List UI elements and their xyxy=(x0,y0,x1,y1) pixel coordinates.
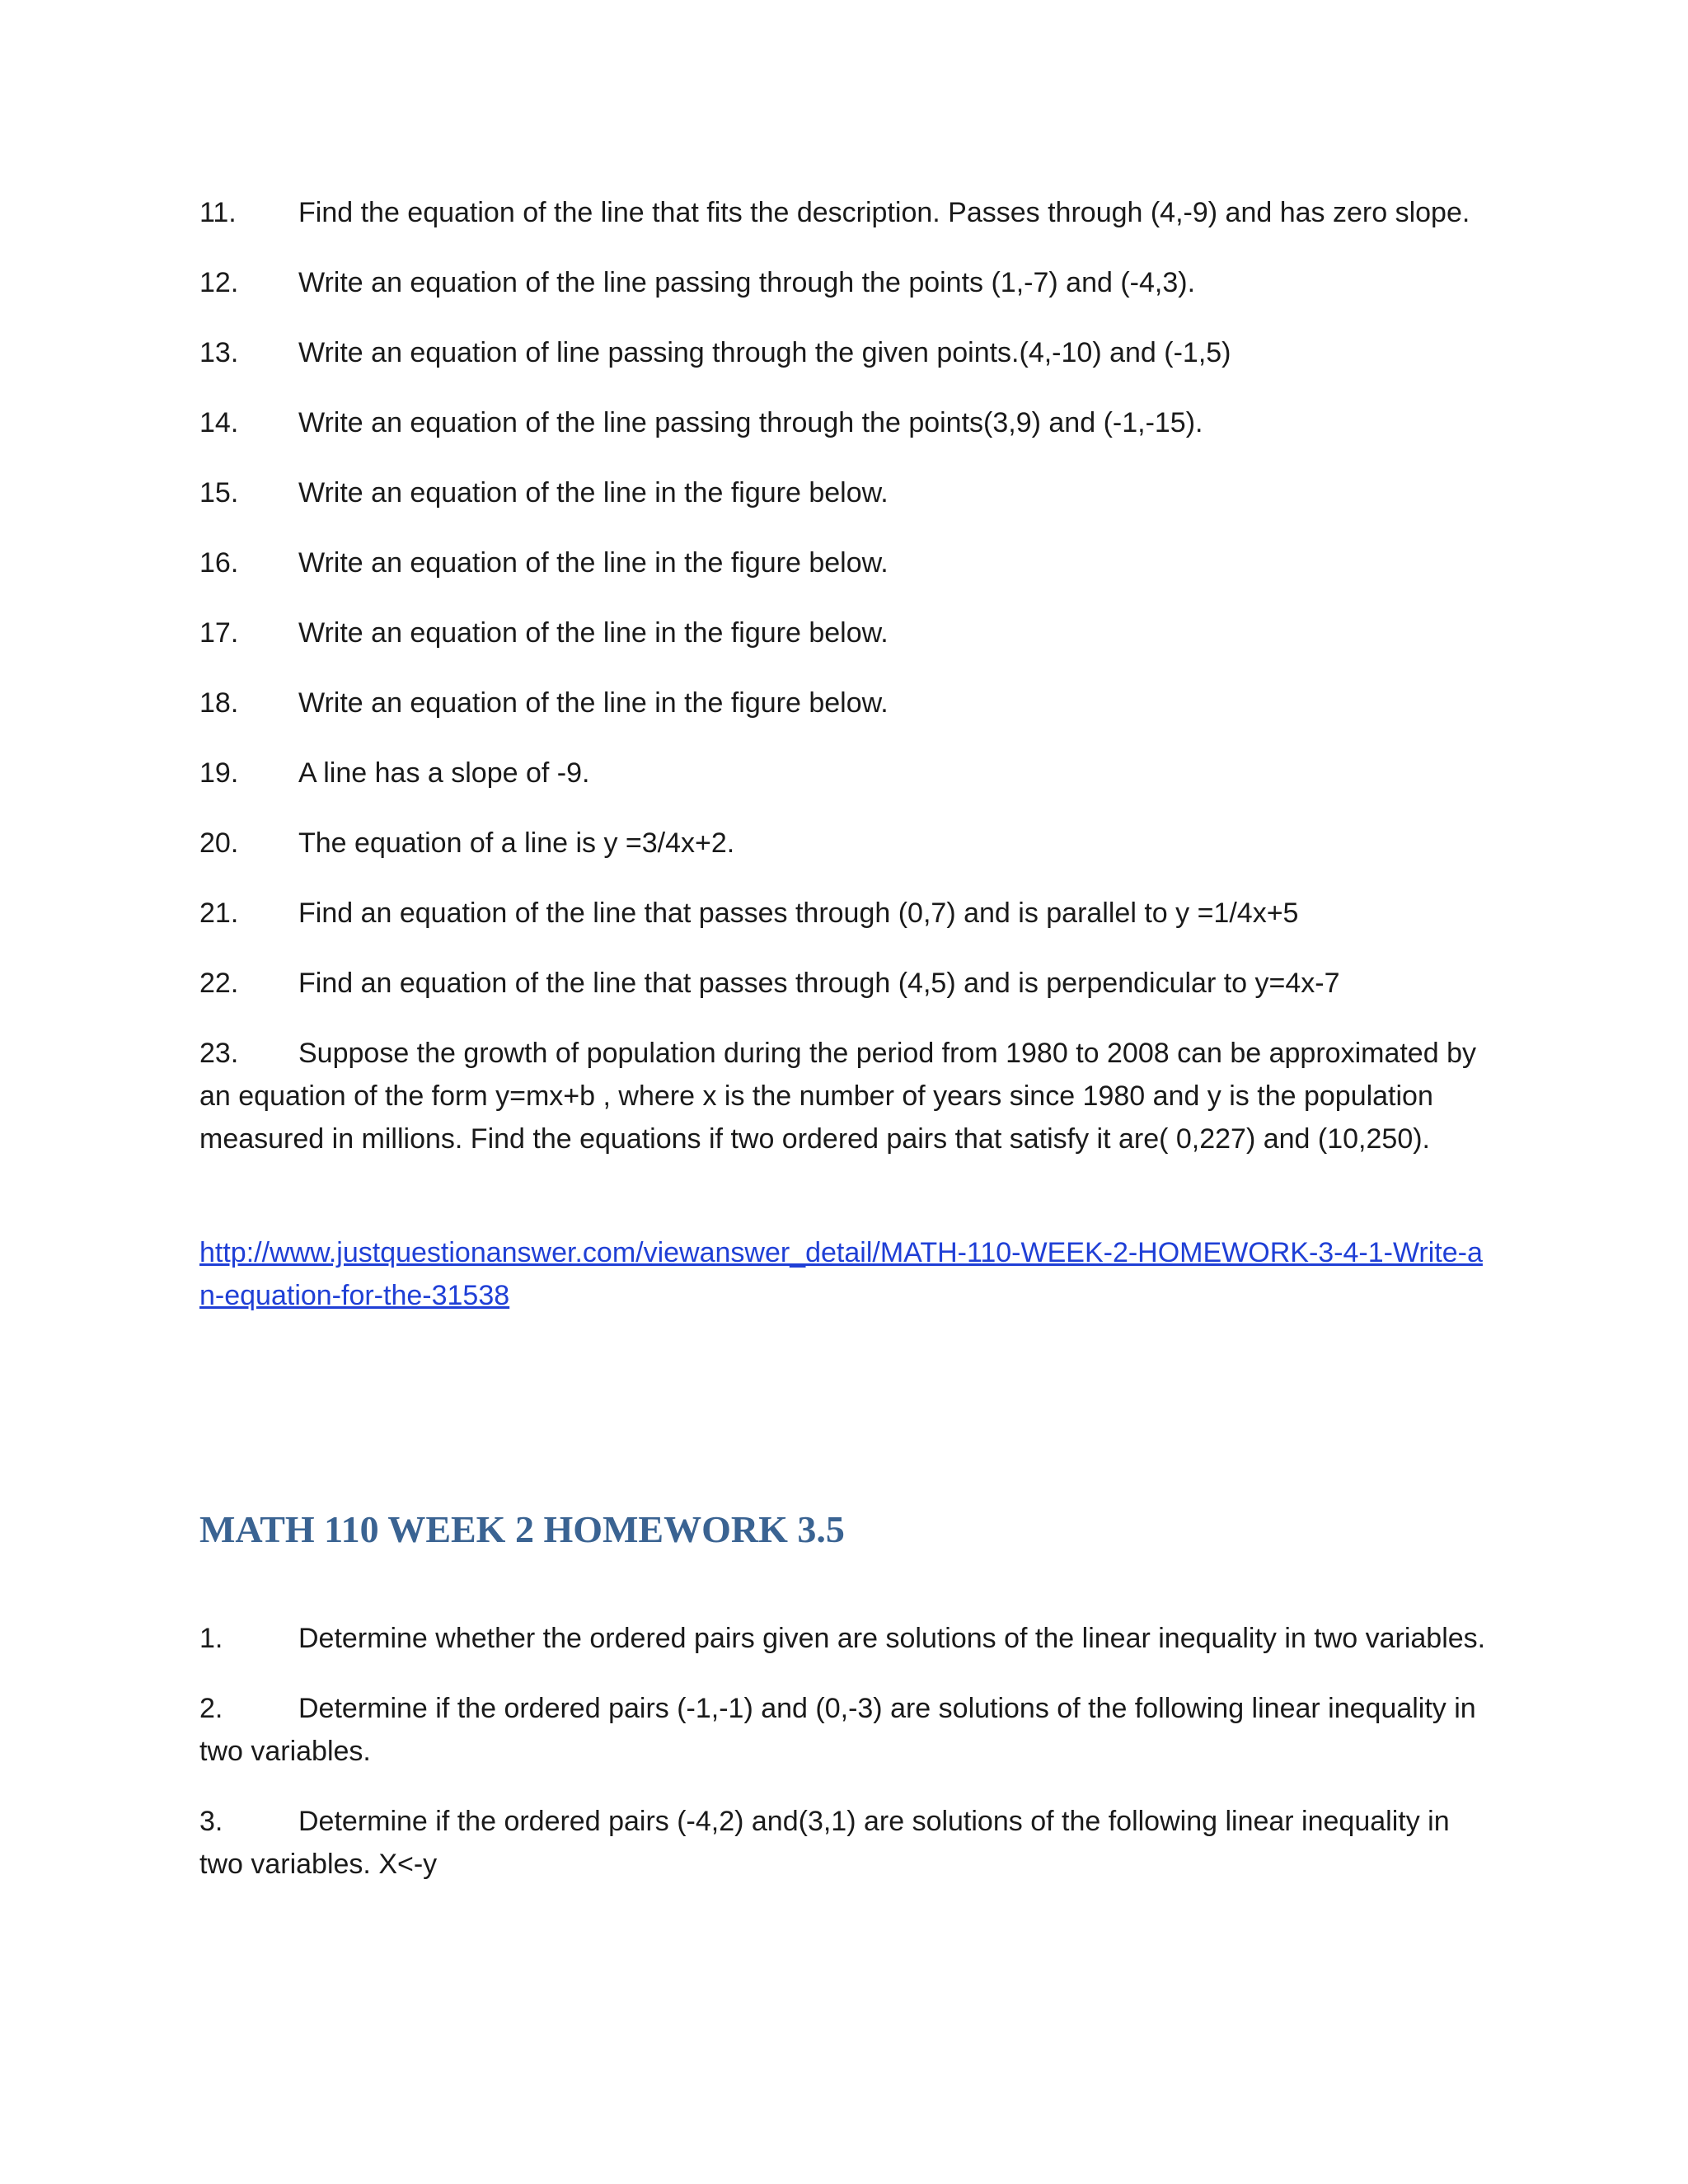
problem-number: 23. xyxy=(199,1038,239,1069)
problem-item xyxy=(199,1617,1493,1660)
problem-number: 16. xyxy=(199,547,239,579)
problem-text: Find an equation of the line that passes through (0,7) and is parallel to y =1/4x+5 xyxy=(298,898,1299,929)
problem-number: 18. xyxy=(199,687,239,719)
problem-item xyxy=(199,541,1493,584)
problem-text: A line has a slope of -9. xyxy=(298,757,590,789)
section-heading: MATH 110 WEEK 2 HOMEWORK 3.5 xyxy=(199,1508,845,1550)
problem-item xyxy=(199,752,1493,794)
problem-item xyxy=(199,1800,1493,1886)
problem-number: 17. xyxy=(199,617,239,649)
problem-text: Determine if the ordered pairs (-1,-1) and (0,-3) are solutions of the following linear inequality in two variables. xyxy=(199,1693,1476,1767)
problem-text: Write an equation of line passing through the given points.(4,-10) and (-1,5) xyxy=(298,337,1231,368)
problem-text: The equation of a line is y =3/4x+2. xyxy=(298,827,735,859)
problem-item xyxy=(199,682,1493,724)
problem-text: Write an equation of the line in the figure below. xyxy=(298,687,889,719)
answer-link-block xyxy=(199,1231,1493,1317)
problem-text: Write an equation of the line in the figure below. xyxy=(298,547,889,579)
problem-text: Write an equation of the line passing through the points (1,-7) and (-4,3). xyxy=(298,267,1196,298)
problem-text: Find an equation of the line that passes through (4,5) and is perpendicular to y=4x-7 xyxy=(298,968,1340,999)
problem-number: 14. xyxy=(199,407,239,438)
section-problem-list xyxy=(199,1617,1493,1886)
document-content xyxy=(199,191,1493,1913)
problem-item xyxy=(199,191,1493,234)
problem-number: 2. xyxy=(199,1693,223,1724)
problem-item xyxy=(199,401,1493,444)
problem-number: 12. xyxy=(199,267,239,298)
problem-text: Find the equation of the line that fits the description. Passes through (4,-9) and has zero slope. xyxy=(298,197,1470,228)
problem-text: Write an equation of the line passing through the points(3,9) and (-1,-15). xyxy=(298,407,1203,438)
problem-item xyxy=(199,822,1493,865)
answer-link[interactable]: http://www.justquestionanswer.com/viewanswer_detail/MATH-110-WEEK-2-HOMEWORK-3-4-1-Write-an-equation-for-the-31538 xyxy=(199,1237,1483,1311)
problem-item xyxy=(199,1032,1493,1160)
problem-text: Determine if the ordered pairs (-4,2) and(3,1) are solutions of the following linear inequality in two variables. X<-y xyxy=(199,1806,1450,1880)
problem-item xyxy=(199,612,1493,654)
problem-text: Determine whether the ordered pairs given are solutions of the linear inequality in two variables. xyxy=(298,1623,1486,1654)
problem-number: 19. xyxy=(199,757,239,789)
problem-number: 22. xyxy=(199,968,239,999)
problem-number: 1. xyxy=(199,1623,223,1654)
problem-text: Write an equation of the line in the figure below. xyxy=(298,617,889,649)
problem-text: Suppose the growth of population during the period from 1980 to 2008 can be approximated by an equation of the form y=mx+b , where x is the number of years since 1980 and y is the population measured in millions. Find the equations if two ordered pairs that satisfy it are( 0,227) and (10,250). xyxy=(199,1038,1476,1155)
problem-number: 13. xyxy=(199,337,239,368)
problem-number: 20. xyxy=(199,827,239,859)
problem-item xyxy=(199,1687,1493,1773)
problem-text: Write an equation of the line in the figure below. xyxy=(298,477,889,509)
problem-item xyxy=(199,471,1493,514)
problem-item xyxy=(199,962,1493,1005)
problem-number: 21. xyxy=(199,898,239,929)
problem-item xyxy=(199,261,1493,304)
problem-number: 11. xyxy=(199,197,237,228)
problem-item xyxy=(199,331,1493,374)
problem-number: 15. xyxy=(199,477,239,509)
problem-item xyxy=(199,892,1493,935)
problem-number: 3. xyxy=(199,1806,223,1837)
